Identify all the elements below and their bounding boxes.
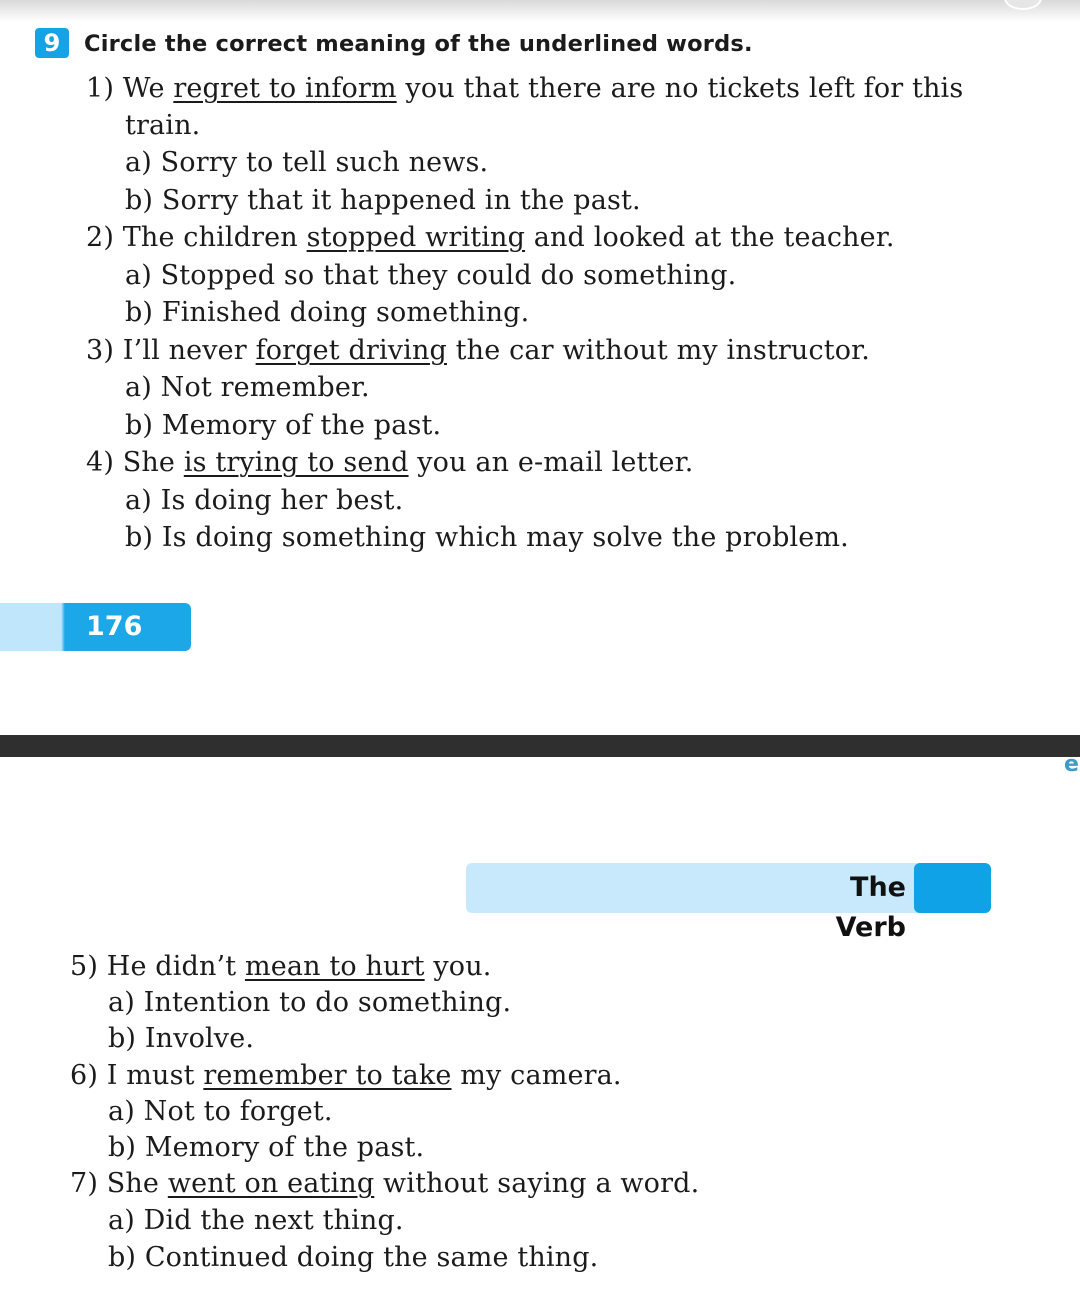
item-2-sentence: 2) The children stopped writing and looked at the teacher.: [86, 222, 895, 253]
item-7-option-b[interactable]: b) Continued doing the same thing.: [108, 1242, 599, 1273]
item-5-option-a[interactable]: a) Intention to do something.: [108, 987, 512, 1018]
item-3-option-a[interactable]: a) Not remember.: [125, 372, 370, 403]
item-7-underlined-phrase: went on eating: [167, 1168, 375, 1199]
item-4-underlined-phrase: is trying to send: [183, 447, 409, 478]
section-header-bar: [466, 863, 991, 913]
item-6-sentence: 6) I must remember to take my camera.: [70, 1060, 622, 1091]
item-1-sentence: 1) We regret to inform you that there are no tickets left for this: [86, 73, 964, 104]
item-3-sentence: 3) I’ll never forget driving the car without my instructor.: [86, 335, 870, 366]
item-6-underlined-phrase: remember to take: [203, 1060, 452, 1091]
item-5-sentence: 5) He didn’t mean to hurt you.: [70, 951, 492, 982]
item-2-option-a[interactable]: a) Stopped so that they could do something.: [125, 260, 737, 291]
item-1-option-b[interactable]: b) Sorry that it happened in the past.: [125, 185, 641, 216]
item-1-option-a[interactable]: a) Sorry to tell such news.: [125, 147, 489, 178]
item-2-underlined-phrase: stopped writing: [306, 222, 526, 253]
page-number: 176: [86, 611, 143, 642]
exercise-instruction: Circle the correct meaning of the underlined words.: [84, 31, 753, 57]
page-divider: [0, 735, 1080, 757]
item-5-option-b[interactable]: b) Involve.: [108, 1023, 255, 1054]
item-7-option-a[interactable]: a) Did the next thing.: [108, 1205, 404, 1236]
item-7-sentence: 7) She went on eating without saying a word.: [70, 1168, 700, 1199]
item-4-sentence: 4) She is trying to send you an e-mail letter.: [86, 447, 694, 478]
section-header-accent: [914, 863, 991, 913]
item-4-option-b[interactable]: b) Is doing something which may solve the problem.: [125, 522, 849, 553]
item-5-underlined-phrase: mean to hurt: [244, 951, 425, 982]
item-3-option-b[interactable]: b) Memory of the past.: [125, 410, 442, 441]
top-shadow: [0, 0, 1080, 22]
item-2-option-b[interactable]: b) Finished doing something.: [125, 297, 530, 328]
item-1-underlined-phrase: regret to inform: [173, 73, 397, 104]
item-6-option-a[interactable]: a) Not to forget.: [108, 1096, 333, 1127]
item-4-option-a[interactable]: a) Is doing her best.: [125, 485, 404, 516]
item-3-underlined-phrase: forget driving: [255, 335, 447, 366]
page-edge-letter: e: [1064, 752, 1079, 777]
exercise-number-badge: 9: [35, 28, 69, 58]
item-1-continuation: train.: [125, 110, 201, 141]
item-6-option-b[interactable]: b) Memory of the past.: [108, 1132, 425, 1163]
section-title: The Verb: [835, 872, 906, 943]
